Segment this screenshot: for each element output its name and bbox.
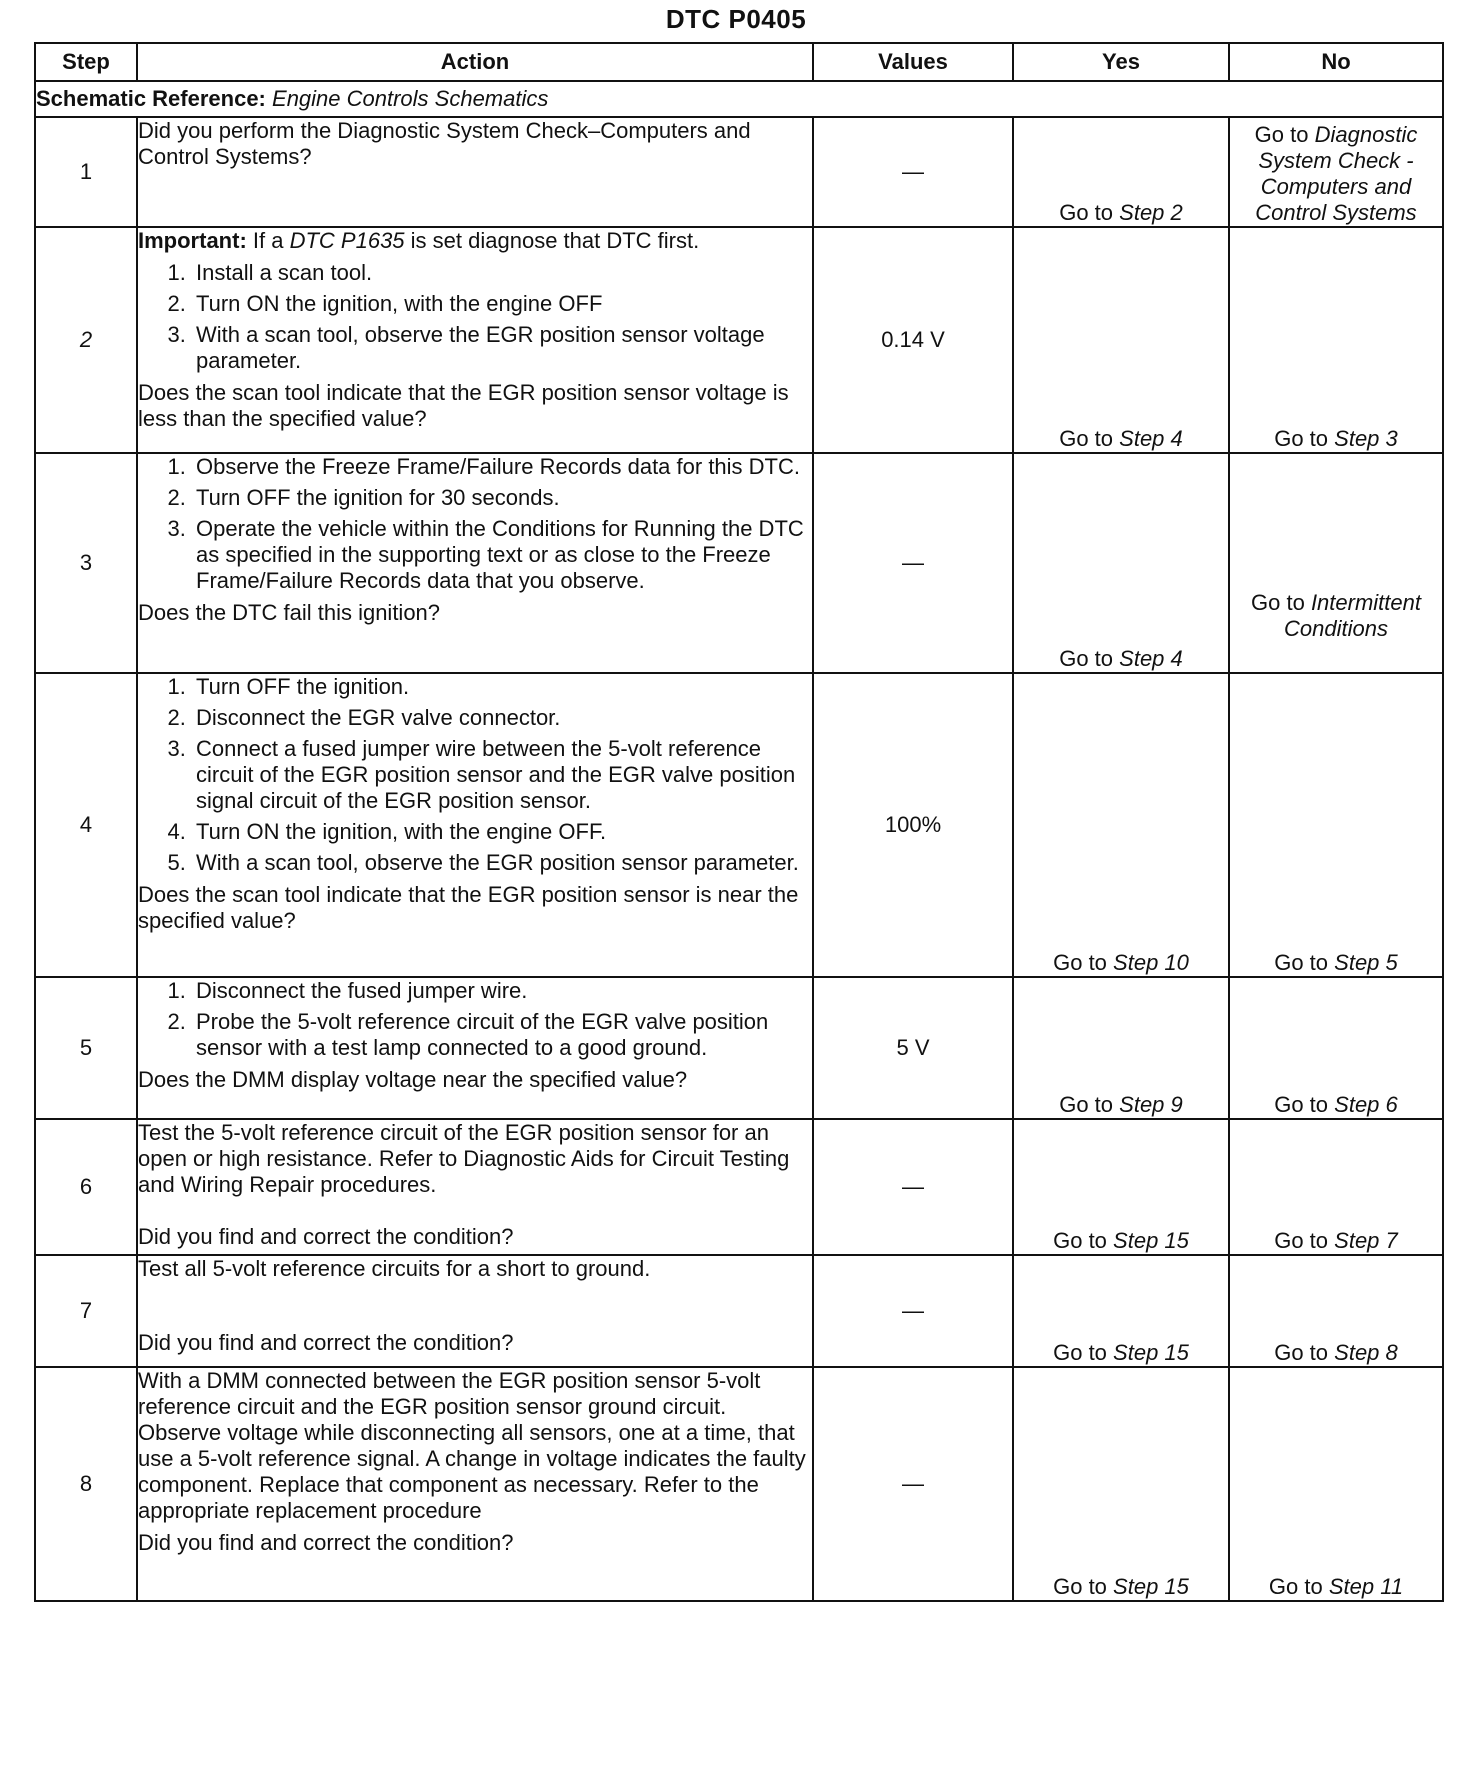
action-step-item: 1. Observe the Freeze Frame/Failure Records data for this DTC. — [192, 454, 812, 480]
action-step-item: 2. Disconnect the EGR valve connector. — [192, 705, 812, 731]
no-link[interactable]: Step 6 — [1334, 1092, 1398, 1117]
table-row — [35, 453, 1443, 673]
step-value: — — [813, 117, 1013, 227]
yes-link[interactable]: Step 15 — [1113, 1228, 1189, 1253]
yes-link[interactable]: Step 10 — [1113, 950, 1189, 975]
step-value: 5 V — [813, 977, 1013, 1119]
yes-link[interactable]: Step 4 — [1119, 646, 1183, 671]
schematic-value: Engine Controls Schematics — [272, 86, 549, 111]
table-row — [35, 1119, 1443, 1255]
step-number: 2 — [35, 227, 137, 453]
yes-cell — [1013, 673, 1229, 977]
action-steps — [138, 674, 812, 876]
important-note — [138, 228, 812, 254]
go-to-label: Go to — [1274, 950, 1329, 975]
step-number: 7 — [35, 1255, 137, 1367]
schematic-reference-row — [35, 81, 1443, 117]
table-row — [35, 227, 1443, 453]
action-steps — [138, 978, 812, 1061]
table-row — [35, 977, 1443, 1119]
yes-cell — [1013, 117, 1229, 227]
go-to-label: Go to — [1053, 1228, 1107, 1253]
go-to-label: Go to — [1059, 1092, 1114, 1117]
step-value: 100% — [813, 673, 1013, 977]
action-question: Did you find and correct the condition? — [138, 1330, 514, 1355]
schematic-label: Schematic Reference: — [36, 86, 266, 111]
diagnostic-table — [34, 42, 1444, 1602]
header-no: No — [1229, 43, 1443, 81]
action-step-item: 5. With a scan tool, observe the EGR position sensor parameter. — [192, 850, 812, 876]
header-action: Action — [137, 43, 813, 81]
spacer — [138, 1282, 812, 1330]
go-to-label: Go to — [1053, 950, 1107, 975]
go-to-label: Go to — [1254, 122, 1309, 147]
action-steps — [138, 454, 812, 594]
header-values: Values — [813, 43, 1013, 81]
no-cell — [1229, 977, 1443, 1119]
go-to-label: Go to — [1059, 200, 1114, 225]
header-yes: Yes — [1013, 43, 1229, 81]
step-action — [137, 1367, 813, 1601]
yes-cell — [1013, 453, 1229, 673]
action-question: Did you find and correct the condition? — [138, 1224, 514, 1249]
step-number: 1 — [35, 117, 137, 227]
step-number: 3 — [35, 453, 137, 673]
table-row — [35, 117, 1443, 227]
action-step-item: 3. Connect a fused jumper wire between the 5-volt reference circuit of the EGR position sensor and the EGR valve position signal circuit of the EGR position sensor. — [192, 736, 812, 814]
no-cell — [1229, 117, 1443, 227]
table-header-row — [35, 43, 1443, 81]
action-steps — [138, 260, 812, 374]
step-value: — — [813, 1367, 1013, 1601]
go-to-label: Go to — [1274, 1092, 1329, 1117]
action-text: Test all 5-volt reference circuits for a short to ground. — [138, 1256, 651, 1281]
important-text: is set diagnose that DTC first. — [410, 228, 700, 253]
action-question: Does the scan tool indicate that the EGR position sensor voltage is less than the specified value? — [138, 380, 789, 431]
go-to-label: Go to — [1053, 1340, 1107, 1365]
go-to-label: Go to — [1059, 426, 1114, 451]
no-link[interactable]: Step 11 — [1328, 1574, 1404, 1599]
table-row — [35, 1367, 1443, 1601]
table-row — [35, 1255, 1443, 1367]
go-to-label: Go to — [1251, 590, 1305, 615]
action-step-item: 2. Turn ON the ignition, with the engine OFF — [192, 291, 812, 317]
no-link[interactable]: Intermittent Conditions — [1284, 590, 1421, 641]
action-question: Does the scan tool indicate that the EGR position sensor is near the specified value? — [138, 882, 799, 933]
go-to-label: Go to — [1274, 1340, 1329, 1365]
action-step-item: 1. Turn OFF the ignition. — [192, 674, 812, 700]
step-value: — — [813, 1119, 1013, 1255]
step-value: — — [813, 453, 1013, 673]
go-to-label: Go to — [1274, 1228, 1329, 1253]
step-value: — — [813, 1255, 1013, 1367]
step-action — [137, 227, 813, 453]
action-step-item: 1. Install a scan tool. — [192, 260, 812, 286]
no-link[interactable]: Diagnostic System Check - Computers and Control Systems — [1255, 122, 1418, 225]
yes-link[interactable]: Step 15 — [1113, 1340, 1189, 1365]
go-to-label: Go to — [1059, 646, 1114, 671]
action-question: Does the DMM display voltage near the specified value? — [138, 1067, 688, 1092]
step-action — [137, 977, 813, 1119]
spacer — [138, 1198, 812, 1224]
step-action — [137, 1255, 813, 1367]
action-step-item: 2. Turn OFF the ignition for 30 seconds. — [192, 485, 812, 511]
go-to-label: Go to — [1268, 1574, 1323, 1599]
step-number: 4 — [35, 673, 137, 977]
document-title: DTC P0405 — [665, 4, 807, 34]
yes-link[interactable]: Step 15 — [1113, 1574, 1189, 1599]
step-number: 5 — [35, 977, 137, 1119]
table-row — [35, 673, 1443, 977]
yes-link[interactable]: Step 2 — [1119, 200, 1183, 225]
important-dtc: DTC P1635 — [289, 228, 405, 253]
yes-cell — [1013, 1255, 1229, 1367]
action-step-item: 1. Disconnect the fused jumper wire. — [192, 978, 812, 1004]
step-action — [137, 117, 813, 227]
schematic-reference — [35, 81, 1443, 117]
no-link[interactable]: Step 7 — [1334, 1228, 1398, 1253]
step-action — [137, 1119, 813, 1255]
yes-cell — [1013, 1119, 1229, 1255]
no-cell — [1229, 227, 1443, 453]
step-value: 0.14 V — [813, 227, 1013, 453]
action-step-item: 3. Operate the vehicle within the Conditions for Running the DTC as specified in the supporting text or as close to the Freeze Frame/Failure Records data that you observe. — [192, 516, 812, 594]
action-question: Does the DTC fail this ignition? — [138, 600, 441, 625]
no-link[interactable]: Step 5 — [1334, 950, 1398, 975]
no-cell — [1229, 453, 1443, 673]
action-step-item: 3. With a scan tool, observe the EGR position sensor voltage parameter. — [192, 322, 812, 374]
header-step: Step — [35, 43, 137, 81]
action-step-item: 4. Turn ON the ignition, with the engine OFF. — [192, 819, 812, 845]
action-text: With a DMM connected between the EGR position sensor 5-volt reference circuit and the EGR position sensor ground circuit. Observe voltage while disconnecting all sensors, one at a time, that use a 5-volt reference signal. A change in voltage indicates the faulty component. Replace that component as necessary. Refer to the appropriate replacement procedure — [138, 1368, 806, 1523]
step-action — [137, 673, 813, 977]
action-text: Test the 5-volt reference circuit of the EGR position sensor for an open or high resistance. Refer to Diagnostic Aids for Circuit Testing and Wiring Repair procedures. — [138, 1120, 790, 1197]
yes-cell — [1013, 1367, 1229, 1601]
step-action — [137, 453, 813, 673]
no-cell — [1229, 1119, 1443, 1255]
no-cell — [1229, 1367, 1443, 1601]
yes-link[interactable]: Step 4 — [1119, 426, 1183, 451]
yes-cell — [1013, 227, 1229, 453]
no-link[interactable]: Step 8 — [1334, 1340, 1398, 1365]
yes-link[interactable]: Step 9 — [1119, 1092, 1183, 1117]
no-link[interactable]: Step 3 — [1334, 426, 1398, 451]
go-to-label: Go to — [1053, 1574, 1107, 1599]
go-to-label: Go to — [1274, 426, 1329, 451]
action-text: Did you perform the Diagnostic System Check–Computers and Control Systems? — [138, 118, 751, 169]
action-step-item: 2. Probe the 5-volt reference circuit of the EGR valve position sensor with a test lamp connected to a good ground. — [192, 1009, 812, 1061]
important-label: Important: — [138, 228, 247, 253]
step-number: 6 — [35, 1119, 137, 1255]
yes-cell — [1013, 977, 1229, 1119]
action-question: Did you find and correct the condition? — [138, 1530, 514, 1555]
no-cell — [1229, 673, 1443, 977]
important-text: If a — [252, 228, 284, 253]
step-number: 8 — [35, 1367, 137, 1601]
no-cell — [1229, 1255, 1443, 1367]
